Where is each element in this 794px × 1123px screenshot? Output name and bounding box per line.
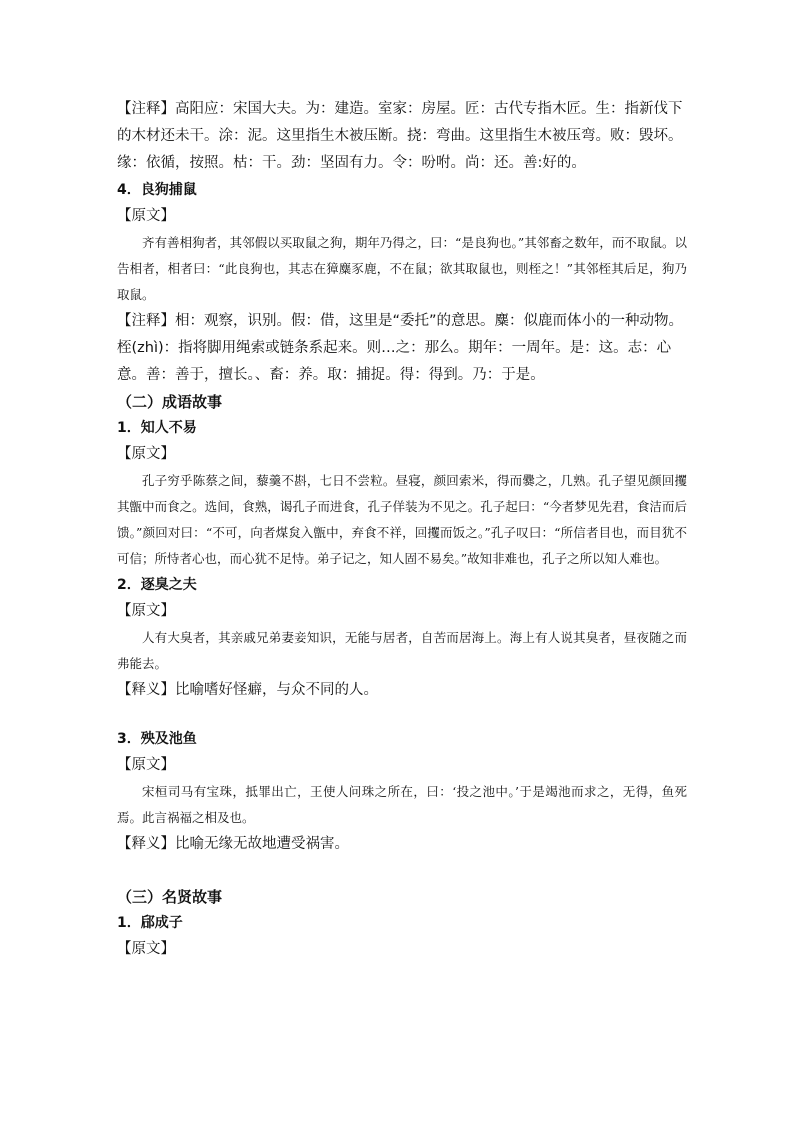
story-title: 4．良狗捕鼠 (117, 182, 197, 198)
explanation-paragraph: 【释义】比喻嗜好怪癖，与众不同的人。 (117, 682, 378, 698)
original-text: 孔子穷乎陈蔡之间，藜羹不斟，七日不尝粒。昼寝，颜回索米，得而爨之，几熟。孔子望见颜回攫其甑中而食之。选间，食熟，谒孔子而进食，孔子佯装为不见之。孔子起曰：“今者梦见先君，食洁而后馈。”颜回对曰：“不可，向者煤炱入甑中，弃食不祥，回攫而饭之。”孔子叹曰：“所信者目也，而目犹不可信；所恃者心也，而心犹不足恃。弟子记之，知人固不易矣。”故知非难也，孔子之所以知人难也。 (117, 473, 687, 566)
original-text: 人有大臭者，其亲戚兄弟妻妾知识，无能与居者，自苦而居海上。海上有人说其臭者，昼夜随之而弗能去。 (117, 630, 687, 671)
note-paragraph: 【注释】高阳应：宋国大夫。为：建造。室家：房屋。匠：古代专指木匠。生：指新伐下的木材还未干。涂：泥。这里指生木被压断。挠：弯曲。这里指生木被压弯。败：毁坏。缘：依循，按照。枯：干。劲：坚固有力。令：吩咐。尚：还。善:好的。 (117, 101, 683, 171)
original-label: 【原文】 (117, 941, 175, 957)
original-text: 齐有善相狗者，其邻假以买取鼠之狗，期年乃得之，曰：“是良狗也。”其邻畜之数年，而不取鼠。以告相者，相者曰：“此良狗也，其志在獐麋豕鹿，不在鼠；欲其取鼠也，则桎之！”其邻桎其后足，狗乃取鼠。 (117, 235, 687, 302)
story-title: 3．殃及池鱼 (117, 731, 197, 747)
story-title: 2．逐臭之夫 (117, 577, 197, 593)
section-heading: （三）名贤故事 (117, 888, 223, 906)
section-heading: （二）成语故事 (117, 393, 223, 411)
original-label: 【原文】 (117, 757, 175, 773)
original-label: 【原文】 (117, 603, 175, 619)
spacer (117, 858, 687, 884)
spacer (117, 704, 687, 726)
document-page (117, 96, 687, 963)
original-text: 宋桓司马有宝珠，抵罪出亡，王使人问珠之所在，曰：‘投之池中。’于是竭池而求之，无得，鱼死焉。此言祸福之相及也。 (117, 784, 687, 825)
original-label: 【原文】 (117, 208, 175, 224)
explanation-paragraph: 【释义】比喻无缘无故地遭受祸害。 (117, 836, 349, 852)
story-title: 1．知人不易 (117, 420, 197, 436)
story-title: 1．郈成子 (117, 915, 183, 931)
original-label: 【原文】 (117, 446, 175, 462)
note-paragraph: 【注释】相：观察，识别。假：借，这里是“委托”的意思。麋：似鹿而体小的一种动物。桎(zhì)：指将脚用绳索或链条系起来。则…之：那么。期年：一周年。是：这。志：心意。善：善于，擅长。、畜：养。取：捕捉。得：得到。乃：于是。 (117, 313, 684, 383)
